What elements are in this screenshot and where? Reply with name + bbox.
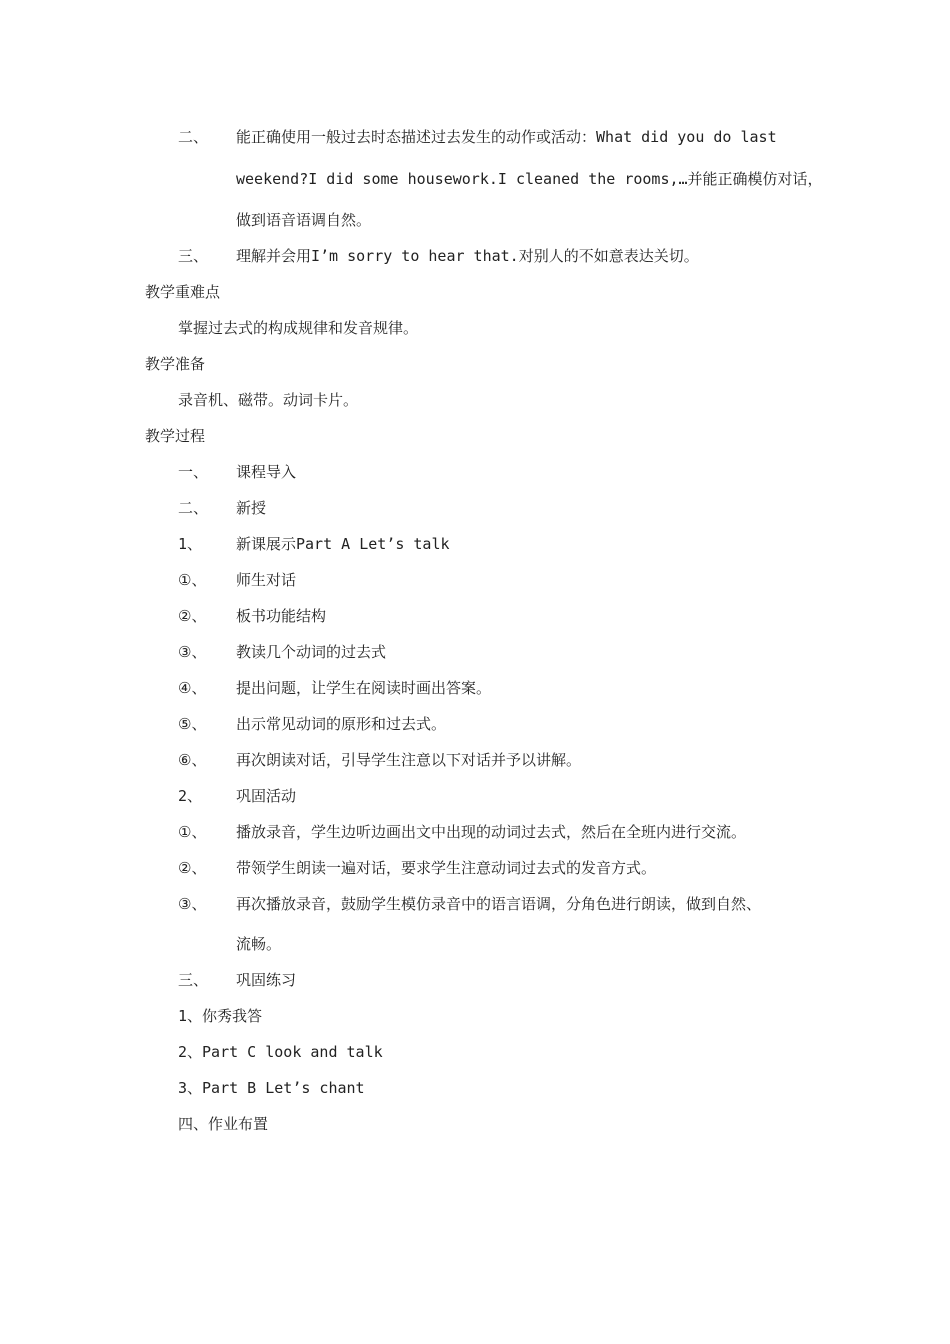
item-number: ②、 [178, 859, 207, 877]
item-text: 新课展示Part A Let’s talk [236, 535, 450, 553]
preparation-text: 录音机、磁带。动词卡片。 [178, 391, 359, 409]
item-text: 流畅。 [236, 935, 282, 953]
item-text: 再次播放录音，鼓励学生模仿录音中的语言语调，分角色进行朗读，做到自然、 [236, 895, 762, 913]
item-number: 二、 [178, 499, 209, 517]
goal-text: 做到语音语调自然。 [236, 211, 372, 229]
item-number: ③、 [178, 643, 207, 661]
item-number: ①、 [178, 823, 207, 841]
item-number: 一、 [178, 463, 209, 481]
goal-number: 三、 [178, 247, 209, 265]
goal-number: 二、 [178, 128, 209, 146]
item-text: 播放录音，学生边听边画出文中出现的动词过去式，然后在全班内进行交流。 [236, 823, 747, 841]
goal-text: weekend?I did some housework.I cleaned the rooms,…并能正确模仿对话， [236, 170, 823, 188]
item-number: ⑥、 [178, 751, 207, 769]
practice-item: 3、Part B Let’s chant [178, 1079, 365, 1097]
item-text: 出示常见动词的原形和过去式。 [236, 715, 447, 733]
item-number: ⑤、 [178, 715, 207, 733]
item-number: ②、 [178, 607, 207, 625]
difficulty-text: 掌握过去式的构成规律和发音规律。 [178, 319, 419, 337]
goal-text: 能正确使用一般过去时态描述过去发生的动作或活动：What did you do last [236, 128, 777, 146]
item-text: 新授 [236, 499, 267, 517]
goal-text: 理解并会用I’m sorry to hear that.对别人的不如意表达关切。 [236, 247, 699, 265]
section-heading-process: 教学过程 [145, 427, 206, 445]
homework-heading: 四、作业布置 [178, 1115, 269, 1133]
section-heading-difficulty: 教学重难点 [145, 283, 221, 301]
item-text: 巩固练习 [236, 971, 297, 989]
item-number: ④、 [178, 679, 207, 697]
item-text: 提出问题，让学生在阅读时画出答案。 [236, 679, 492, 697]
item-number: ①、 [178, 571, 207, 589]
item-text: 带领学生朗读一遍对话，要求学生注意动词过去式的发音方式。 [236, 859, 657, 877]
item-number: 三、 [178, 971, 209, 989]
practice-item: 1、你秀我答 [178, 1007, 263, 1025]
item-text: 巩固活动 [236, 787, 297, 805]
item-text: 课程导入 [236, 463, 297, 481]
item-number: ③、 [178, 895, 207, 913]
item-text: 师生对话 [236, 571, 297, 589]
item-number: 1、 [178, 535, 203, 553]
item-text: 教读几个动词的过去式 [236, 643, 387, 661]
item-text: 板书功能结构 [236, 607, 327, 625]
section-heading-preparation: 教学准备 [145, 355, 206, 373]
item-text: 再次朗读对话，引导学生注意以下对话并予以讲解。 [236, 751, 582, 769]
item-number: 2、 [178, 787, 203, 805]
practice-item: 2、Part C look and talk [178, 1043, 383, 1061]
